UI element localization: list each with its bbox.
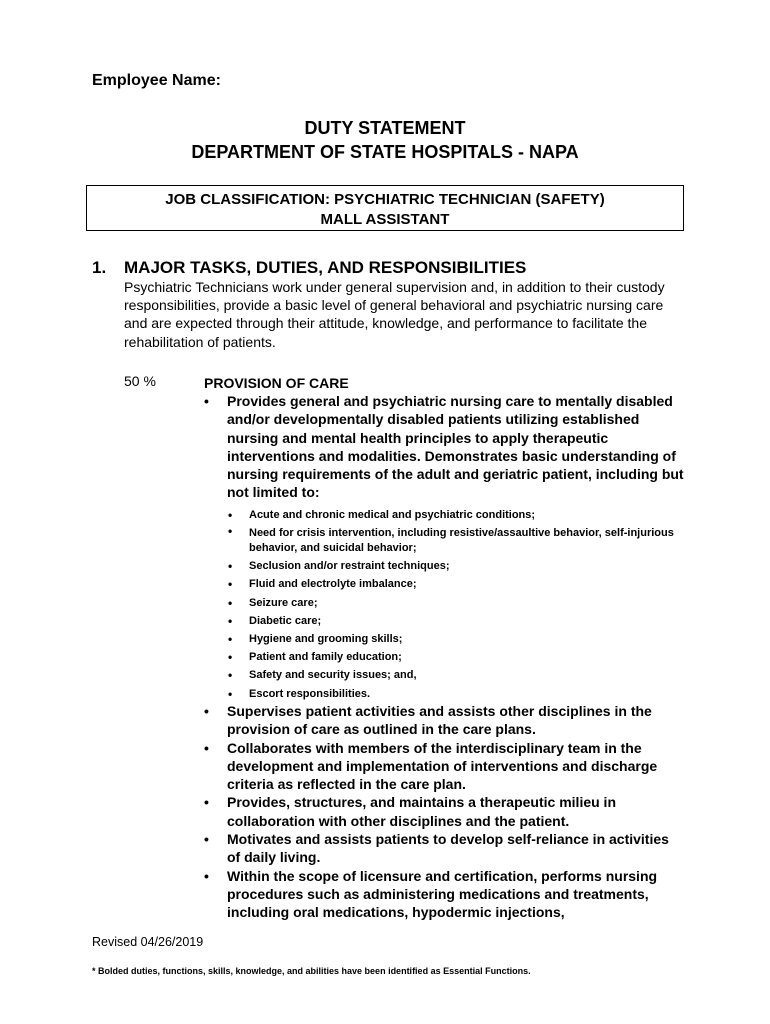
bullet-icon: • <box>204 739 209 756</box>
duty-text: Collaborates with members of the interdisciplinary team in the development and implementation of interventions and discharge criteria as reflected in the care plan. <box>227 739 658 793</box>
sub-duty-text: Hygiene and grooming skills; <box>249 633 403 646</box>
duty-item <box>204 793 684 830</box>
job-classification-box <box>86 185 684 231</box>
bullet-icon: • <box>204 393 209 409</box>
revised-date: Revised 04/26/2019 <box>92 935 204 949</box>
sub-duty-item <box>228 648 688 666</box>
job-classification-text: JOB CLASSIFICATION: PSYCHIATRIC TECHNICIAN (SAFETY) <box>165 191 605 208</box>
sub-duty-item <box>228 506 688 524</box>
bullet-icon: • <box>228 632 233 647</box>
time-percent: 50 % <box>124 373 156 389</box>
sub-duty-item <box>228 666 688 684</box>
duty-text: Supervises patient activities and assists other disciplines in the provision of care as outlined in the care plans. <box>227 703 652 738</box>
job-position-text: MALL ASSISTANT <box>320 211 450 228</box>
duty-list-first <box>204 392 684 502</box>
document-title: DUTY STATEMENT <box>304 118 466 138</box>
section-intro: Psychiatric Technicians work under general supervision and, in addition to their custody responsibilities, provide a basic level of general behavioral and psychiatric nursing care and are expected through their attitude, knowledge, and performance to facilitate the rehabilitation of patients. <box>124 279 665 350</box>
sub-duty-text: Need for crisis intervention, including resistive/assaultive behavior, self-injurious behavior, and suicidal behavior; <box>249 527 674 555</box>
duty-item <box>204 702 684 739</box>
sub-duty-text: Diabetic care; <box>249 614 322 627</box>
section-title: MAJOR TASKS, DUTIES, AND RESPONSIBILITIES <box>124 258 527 277</box>
duty-item <box>204 739 684 794</box>
sub-duty-item <box>228 685 688 703</box>
bullet-icon: • <box>204 794 209 811</box>
sub-duty-item <box>228 524 688 557</box>
duty-item <box>204 392 684 502</box>
sub-duty-text: Safety and security issues; and, <box>249 669 417 682</box>
duty-text: Within the scope of licensure and certification, performs nursing procedures such as administering medications and treatments, including oral medications, hypodermic injections, <box>227 867 658 921</box>
bullet-icon: • <box>228 686 233 701</box>
sub-duty-item <box>228 557 688 575</box>
bullet-icon: • <box>204 703 209 719</box>
sub-duty-text: Escort responsibilities. <box>249 687 371 700</box>
duty-text: Provides general and psychiatric nursing care to mentally disabled and/or developmentally disabled patients utilizing established nursing and mental health principles to apply therapeutic interventions and modalities. Demonstrates basic understanding of nursing requirements of the adult and geriatric patient, including but not limited to: <box>227 393 684 501</box>
bullet-icon: • <box>228 650 233 665</box>
duty-list-rest <box>204 702 684 922</box>
sub-duty-text: Patient and family education; <box>249 651 402 664</box>
sub-duty-text: Seclusion and/or restraint techniques; <box>249 560 450 573</box>
bullet-icon: • <box>204 831 209 848</box>
bullet-icon: • <box>204 867 209 884</box>
duty-text: Provides, structures, and maintains a therapeutic milieu in collaboration with other disciplines and the patient. <box>227 794 616 829</box>
footnote: * Bolded duties, functions, skills, knowledge, and abilities have been identified as Essential Functions. <box>92 966 531 976</box>
sub-duty-item <box>228 594 688 612</box>
sub-duty-item <box>228 630 688 648</box>
sub-duty-list <box>228 506 688 703</box>
duty-item <box>204 867 684 922</box>
duty-text: Motivates and assists patients to develop self-reliance in activities of daily living. <box>227 831 669 866</box>
sub-duty-text: Fluid and electrolyte imbalance; <box>249 578 417 591</box>
bullet-icon: • <box>228 508 233 522</box>
sub-duty-item <box>228 612 688 630</box>
bullet-icon: • <box>228 595 233 610</box>
department-title: DEPARTMENT OF STATE HOSPITALS - NAPA <box>191 142 579 162</box>
bullet-icon: • <box>228 577 233 592</box>
care-heading: PROVISION OF CARE <box>204 375 349 391</box>
sub-duty-item <box>228 575 688 593</box>
section-number: 1. <box>92 258 107 277</box>
duty-item <box>204 830 684 867</box>
bullet-icon: • <box>228 559 233 574</box>
bullet-icon: • <box>228 613 233 628</box>
sub-duty-text: Acute and chronic medical and psychiatric conditions; <box>249 509 536 521</box>
sub-duty-text: Seizure care; <box>249 596 318 609</box>
bullet-icon: • <box>228 524 233 539</box>
employee-name-label: Employee Name: <box>92 72 221 89</box>
bullet-icon: • <box>228 668 233 683</box>
